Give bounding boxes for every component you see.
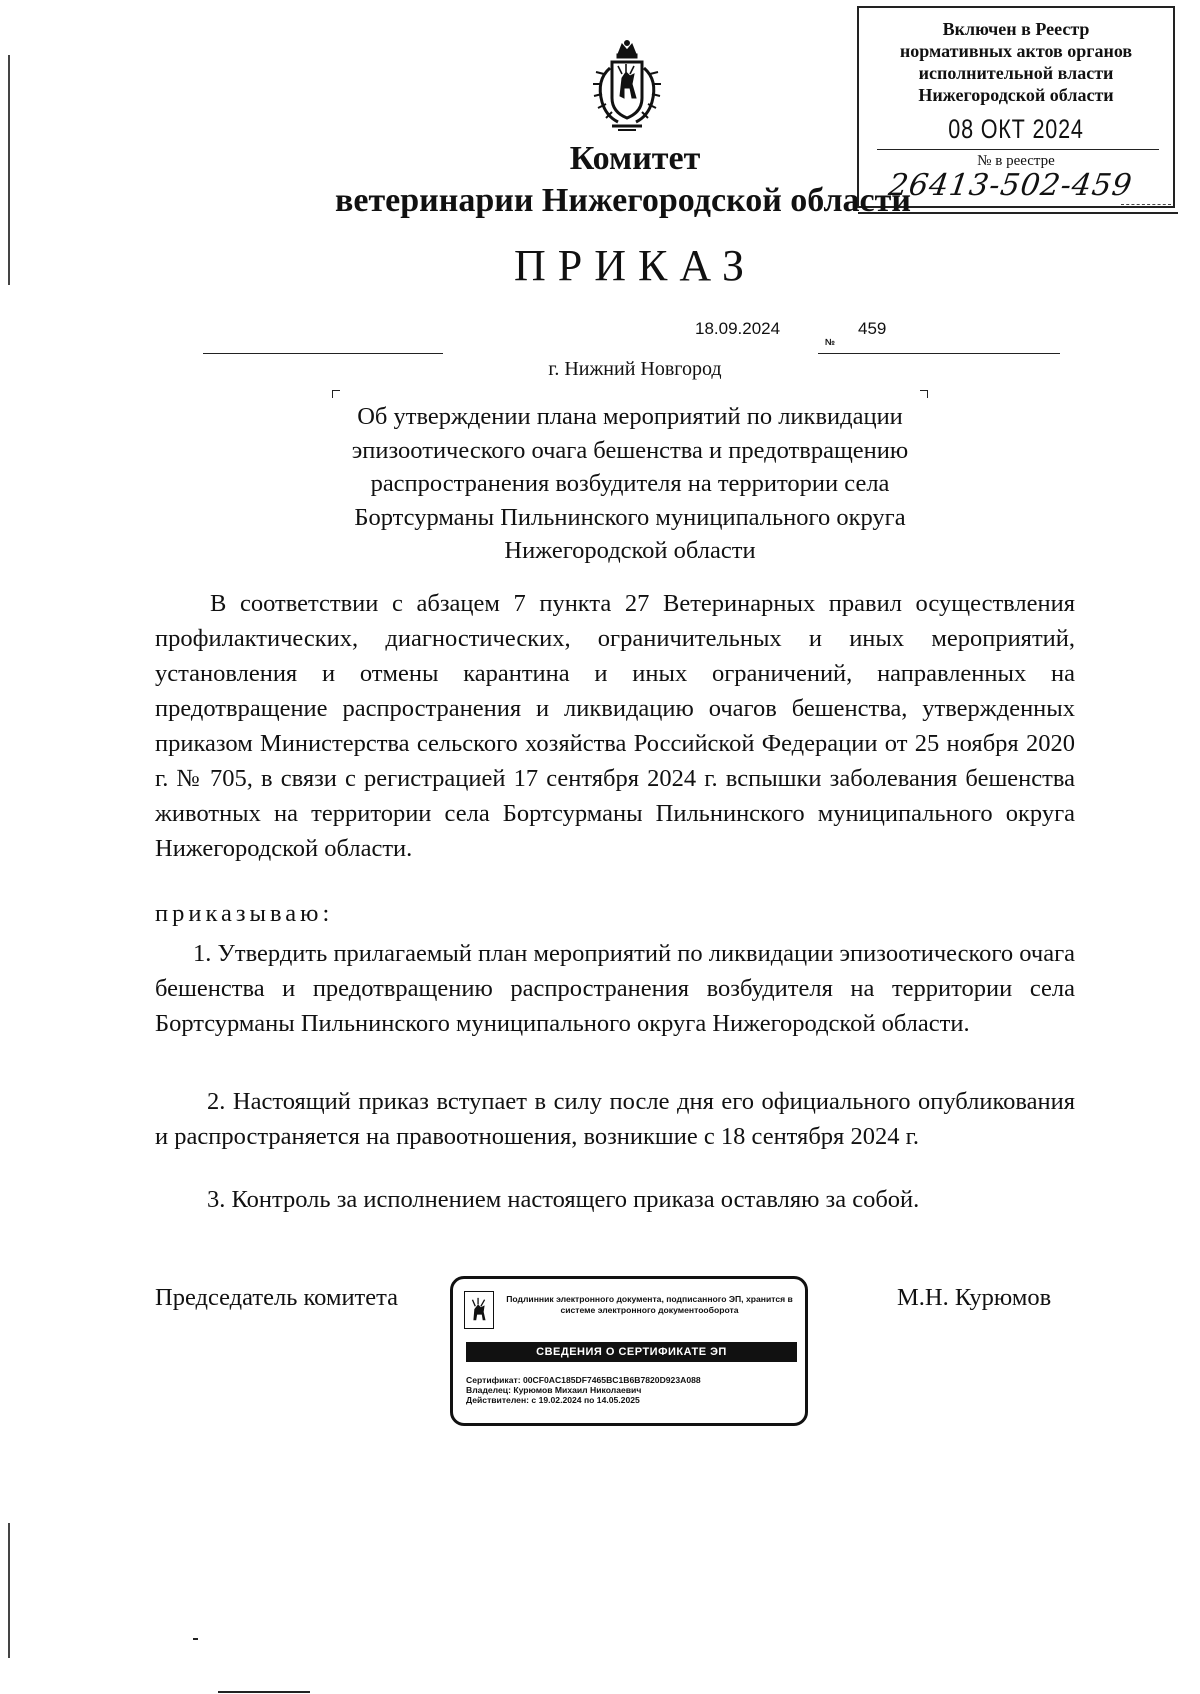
registry-stamp-date: 08 ОКТ 2024 <box>948 114 1084 144</box>
registry-number: 26413-502-459 <box>886 168 1135 203</box>
ep-header: СВЕДЕНИЯ О СЕРТИФИКАТЕ ЭП <box>466 1342 797 1362</box>
ep-validity: Действителен: с 19.02.2024 по 14.05.2025 <box>466 1395 640 1405</box>
scan-margin-line <box>8 1523 10 1658</box>
footer-mark <box>193 1638 198 1640</box>
document-number: 459 <box>858 319 887 338</box>
date-line <box>203 353 443 354</box>
ep-details <box>466 1375 701 1405</box>
signer-title: Председатель комитета <box>155 1284 399 1311</box>
signer-name: М.Н. Курюмов <box>897 1284 1052 1311</box>
registry-stamp-line: Нижегородской области <box>918 85 1114 105</box>
order-item-3: 3. Контроль за исполнением настоящего приказа оставляю за собой. <box>207 1186 920 1213</box>
document-date: 18.09.2024 <box>695 319 781 338</box>
org-name-line-2: ветеринарии Нижегородской области <box>335 182 911 219</box>
subject-corner-right <box>920 390 928 398</box>
document-subject: Об утверждении плана мероприятий по ликвидации эпизоотического очага бешенства и предотвращению распространения возбудителя на территории села Бортсурманы Пильнинского муниципального округа Нижегородской области <box>351 403 909 564</box>
ep-note: Подлинник электронного документа, подписанного ЭП, хранится в системе электронного документооборота <box>506 1294 793 1315</box>
registry-number-label: № в реестре <box>977 153 1055 169</box>
registry-stamp-line: Включен в Реестр <box>942 19 1090 39</box>
electronic-signature-stamp <box>450 1276 808 1426</box>
document-type-title: ПРИКАЗ <box>513 241 757 290</box>
order-item-2: 2. Настоящий приказ вступает в силу после дня его официального опубликования и распространяется на правоотношения, возникшие с 18 сентября 2024 г. <box>155 1088 1075 1150</box>
footer-line <box>218 1691 310 1693</box>
ep-owner: Владелец: Курюмов Михаил Николаевич <box>466 1385 642 1395</box>
registry-stamp-header <box>859 18 1173 106</box>
org-name-line-1: Комитет <box>569 140 701 177</box>
order-word: приказываю: <box>155 900 334 927</box>
registry-stamp-dash <box>1121 204 1171 205</box>
region-emblem-icon <box>464 1291 494 1329</box>
number-sign: № <box>825 337 836 347</box>
registry-stamp-line: нормативных актов органов <box>899 41 1133 61</box>
order-item-1: 1. Утвердить прилагаемый план мероприятий по ликвидации эпизоотического очага бешенства и предотвращению распространения возбудителя на территории села Бортсурманы Пильнинского муниципального округа Нижегородской области. <box>155 940 1075 1037</box>
city-line: г. Нижний Новгород <box>548 358 722 380</box>
ep-certificate: Сертификат: 00CF0AC185DF7465BC1B6B7820D923A088 <box>466 1375 701 1385</box>
preamble-paragraph: В соответствии с абзацем 7 пункта 27 Ветеринарных правил осуществления профилактических, диагностических, ограничительных и иных мероприятий, установления и отмены карантина и иных ограничений, направленных на предотвращение распространения и ликвидацию очагов бешенства, утвержденных приказом Министерства сельского хозяйства Российской Федерации от 25 ноября 2020 г. № 705, в связи с регистрацией 17 сентября 2024 г. вспышки заболевания бешенства животных на территории села Бортсурманы Пильнинского муниципального округа Нижегородской области. <box>155 590 1075 862</box>
stamp-underline <box>858 212 1178 214</box>
registry-stamp-line: исполнительной власти <box>918 63 1114 83</box>
number-line <box>818 353 1060 354</box>
coat-of-arms-icon <box>582 40 672 136</box>
subject-corner-left <box>332 390 340 398</box>
